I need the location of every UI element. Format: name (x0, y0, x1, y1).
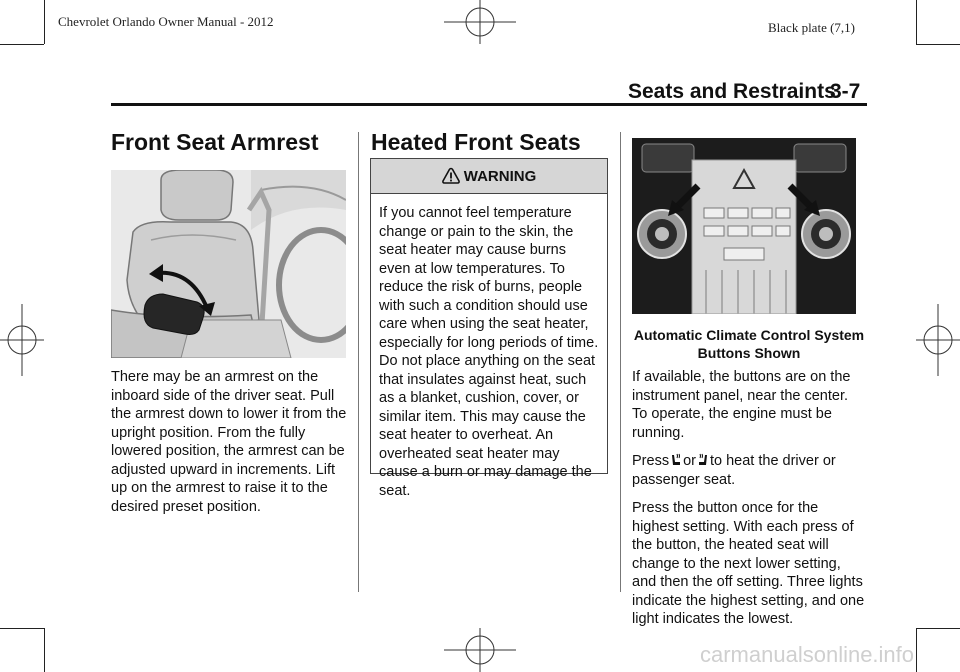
col3-text (632, 368, 867, 639)
page-number: 3-7 (830, 80, 861, 103)
crop-mark (916, 628, 917, 672)
plate-label: Black plate (7,1) (768, 20, 855, 35)
crop-mark (0, 44, 44, 45)
heated-seats-heading: Heated Front Seats (371, 129, 581, 155)
registration-mark-icon (440, 0, 520, 44)
passenger-heated-seat-icon (696, 453, 710, 467)
figure-caption-line1: Automatic Climate Control System (633, 327, 865, 343)
warning-text: If you cannot feel temperature change or pain to the skin, the seat heater may cause burns even at low temperatures. To reduce the risk of burns, people with such a condition should use care when using the seat heater, especially for long periods of time. Do not place anything on the seat that insulates against heat, such as a blanket, cushion, cover, or similar item. This may cause the seat heater to overheat. An overheated seat heater may cause a burn or may damage the seat. (379, 205, 599, 499)
press-paragraph (632, 452, 867, 489)
registration-mark-icon (0, 300, 44, 380)
crop-mark (44, 628, 45, 672)
availability-paragraph: If available, the buttons are on the instrument panel, near the center. To operate, the engine must be running. (632, 369, 851, 441)
crop-mark (44, 0, 45, 44)
watermark: carmanualsonline.info (700, 642, 915, 667)
column-divider (620, 132, 621, 592)
warning-triangle-icon (442, 167, 460, 185)
section-title: Seats and Restraints (628, 80, 836, 103)
setting-paragraph: Press the button once for the highest setting. With each press of the button, the heated seat will change to the next lower setting, and then the off setting. Three lights indicate the highest setting, and one light indicates the lowest. (632, 500, 865, 627)
figure-caption-line2: Buttons Shown (697, 345, 801, 361)
column-divider (358, 132, 359, 592)
warning-box (370, 158, 608, 499)
press-word: Press (632, 453, 670, 469)
armrest-illustration (111, 170, 346, 358)
registration-mark-icon (440, 628, 520, 672)
document-title: Chevrolet Orlando Owner Manual - 2012 (58, 14, 274, 29)
crop-mark (916, 44, 960, 45)
warning-header (371, 159, 607, 194)
armrest-heading: Front Seat Armrest (111, 129, 319, 155)
driver-heated-seat-icon (669, 453, 683, 467)
crop-mark (916, 628, 960, 629)
heat-instruction: to heat the driver or passenger seat. (632, 453, 836, 488)
crop-mark (0, 628, 44, 629)
warning-label: WARNING (463, 167, 537, 185)
climate-control-illustration (632, 138, 856, 314)
armrest-paragraph: There may be an armrest on the inboard side of the driver seat. Pull the armrest down to lower it from the upright position. From the fully lowered position, the armrest can be adjusted upward in increments. Lift up on the armrest to raise it to the desired preset position. (111, 369, 347, 515)
or-word: or (683, 453, 696, 469)
header-rule (111, 103, 867, 106)
crop-mark (916, 0, 917, 44)
registration-mark-icon (916, 300, 960, 380)
